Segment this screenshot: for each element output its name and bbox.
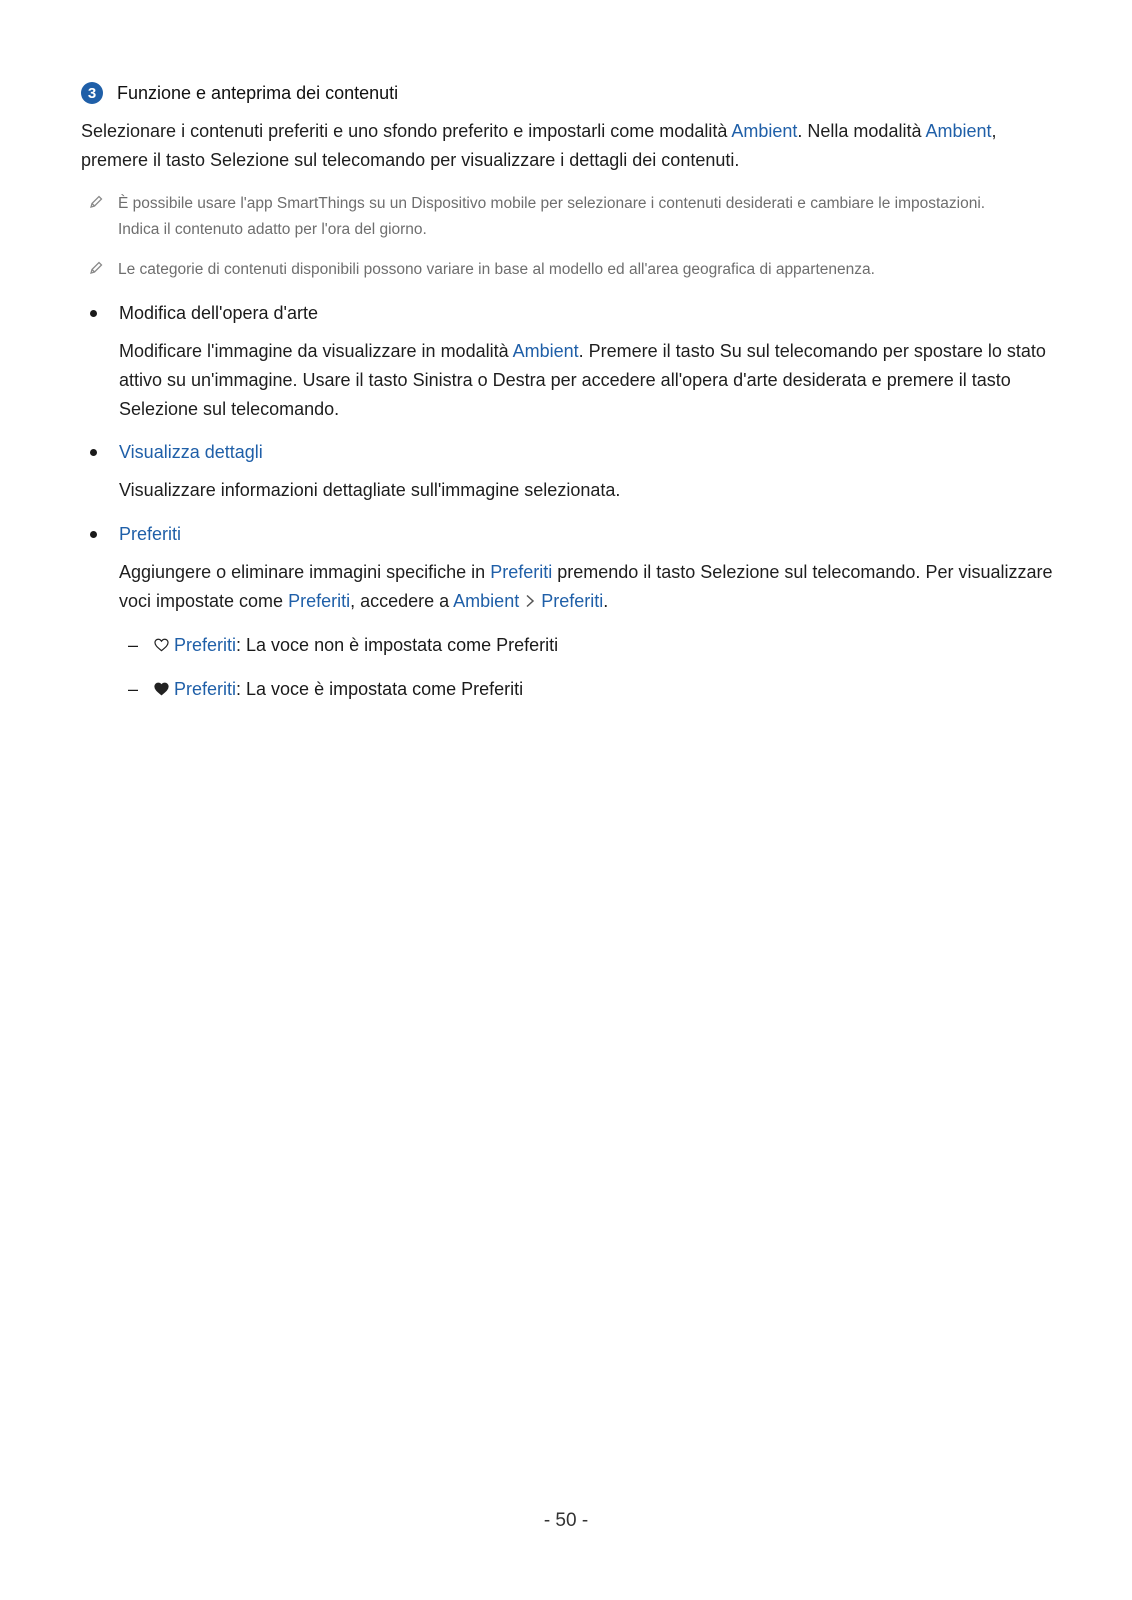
ambient-term: Ambient xyxy=(731,121,798,141)
intro-text-2: . Nella modalità xyxy=(797,121,926,141)
pencil-note-icon xyxy=(88,259,118,285)
ambient-term: Ambient xyxy=(512,341,579,361)
bullet-dot xyxy=(90,310,97,317)
bullet-label: Visualizza dettagli xyxy=(119,442,263,462)
note-categories xyxy=(88,257,988,285)
bullet-modifica xyxy=(90,299,318,327)
modifica-text-1: Modificare l'immagine da visualizzare in modalità xyxy=(119,341,513,361)
state-desc: : La voce non è impostata come Preferiti xyxy=(236,635,559,655)
preferiti-term: Preferiti xyxy=(490,562,553,582)
heart-filled-icon xyxy=(154,682,174,696)
preferiti-text-3: , accedere a xyxy=(350,591,454,611)
preferiti-term: Preferiti xyxy=(288,591,351,611)
step-number-badge: 3 xyxy=(81,82,103,104)
intro-paragraph xyxy=(81,117,1061,175)
pencil-note-icon xyxy=(88,193,118,243)
bullet-dot xyxy=(90,531,97,538)
bullet-dot xyxy=(90,449,97,456)
preferiti-text-1: Aggiungere o eliminare immagini specifiche in xyxy=(119,562,491,582)
dash-mark: – xyxy=(128,635,139,655)
section-heading xyxy=(81,82,398,104)
note-text: È possibile usare l'app SmartThings su un Dispositivo mobile per selezionare i contenuti desiderati e cambiare le impostazioni. Indica il contenuto adatto per l'ora del giorno. xyxy=(118,195,986,238)
note-smartthings xyxy=(88,191,988,243)
bullet-preferiti xyxy=(90,520,181,548)
note-text: Le categorie di contenuti disponibili possono variare in base al modello ed all'area geografica di appartenenza. xyxy=(118,261,875,278)
state-label: Preferiti xyxy=(174,679,237,699)
bullet-dettagli xyxy=(90,438,263,466)
intro-text-3: , premere il tasto Selezione sul telecomando per visualizzare i dettagli dei contenuti. xyxy=(81,121,997,170)
preferiti-text-2: premendo il tasto Selezione sul telecomando. Per visualizzare voci impostate come xyxy=(119,562,1053,611)
state-not-favorite xyxy=(128,631,558,659)
bullet-label: Modifica dell'opera d'arte xyxy=(119,303,318,323)
preferiti-text-4: . xyxy=(603,591,609,611)
modifica-text-2: . Premere il tasto Su sul telecomando per spostare lo stato attivo su un'immagine. Usare il tasto Sinistra o Destra per accedere all'opera d'arte desiderata e premere il tasto Selezione sul telecomando. xyxy=(119,341,1046,419)
state-favorite xyxy=(128,675,523,703)
dash-mark: – xyxy=(128,679,139,699)
menu-path-preferiti: Preferiti xyxy=(541,591,604,611)
state-label: Preferiti xyxy=(174,635,237,655)
section-title: Funzione e anteprima dei contenuti xyxy=(117,82,399,103)
chevron-right-icon xyxy=(525,588,535,617)
state-desc: : La voce è impostata come Preferiti xyxy=(236,679,524,699)
intro-text-1: Selezionare i contenuti preferiti e uno sfondo preferito e impostarli come modalità xyxy=(81,121,732,141)
bullet-label: Preferiti xyxy=(119,524,182,544)
page-number: - 50 - xyxy=(543,1510,589,1531)
heart-outline-icon xyxy=(154,638,174,652)
preferiti-description xyxy=(119,558,1069,617)
menu-path-ambient: Ambient xyxy=(453,591,520,611)
modifica-description xyxy=(119,337,1069,424)
ambient-term: Ambient xyxy=(925,121,992,141)
dettagli-description: Visualizzare informazioni dettagliate sull'immagine selezionata. xyxy=(119,480,621,500)
